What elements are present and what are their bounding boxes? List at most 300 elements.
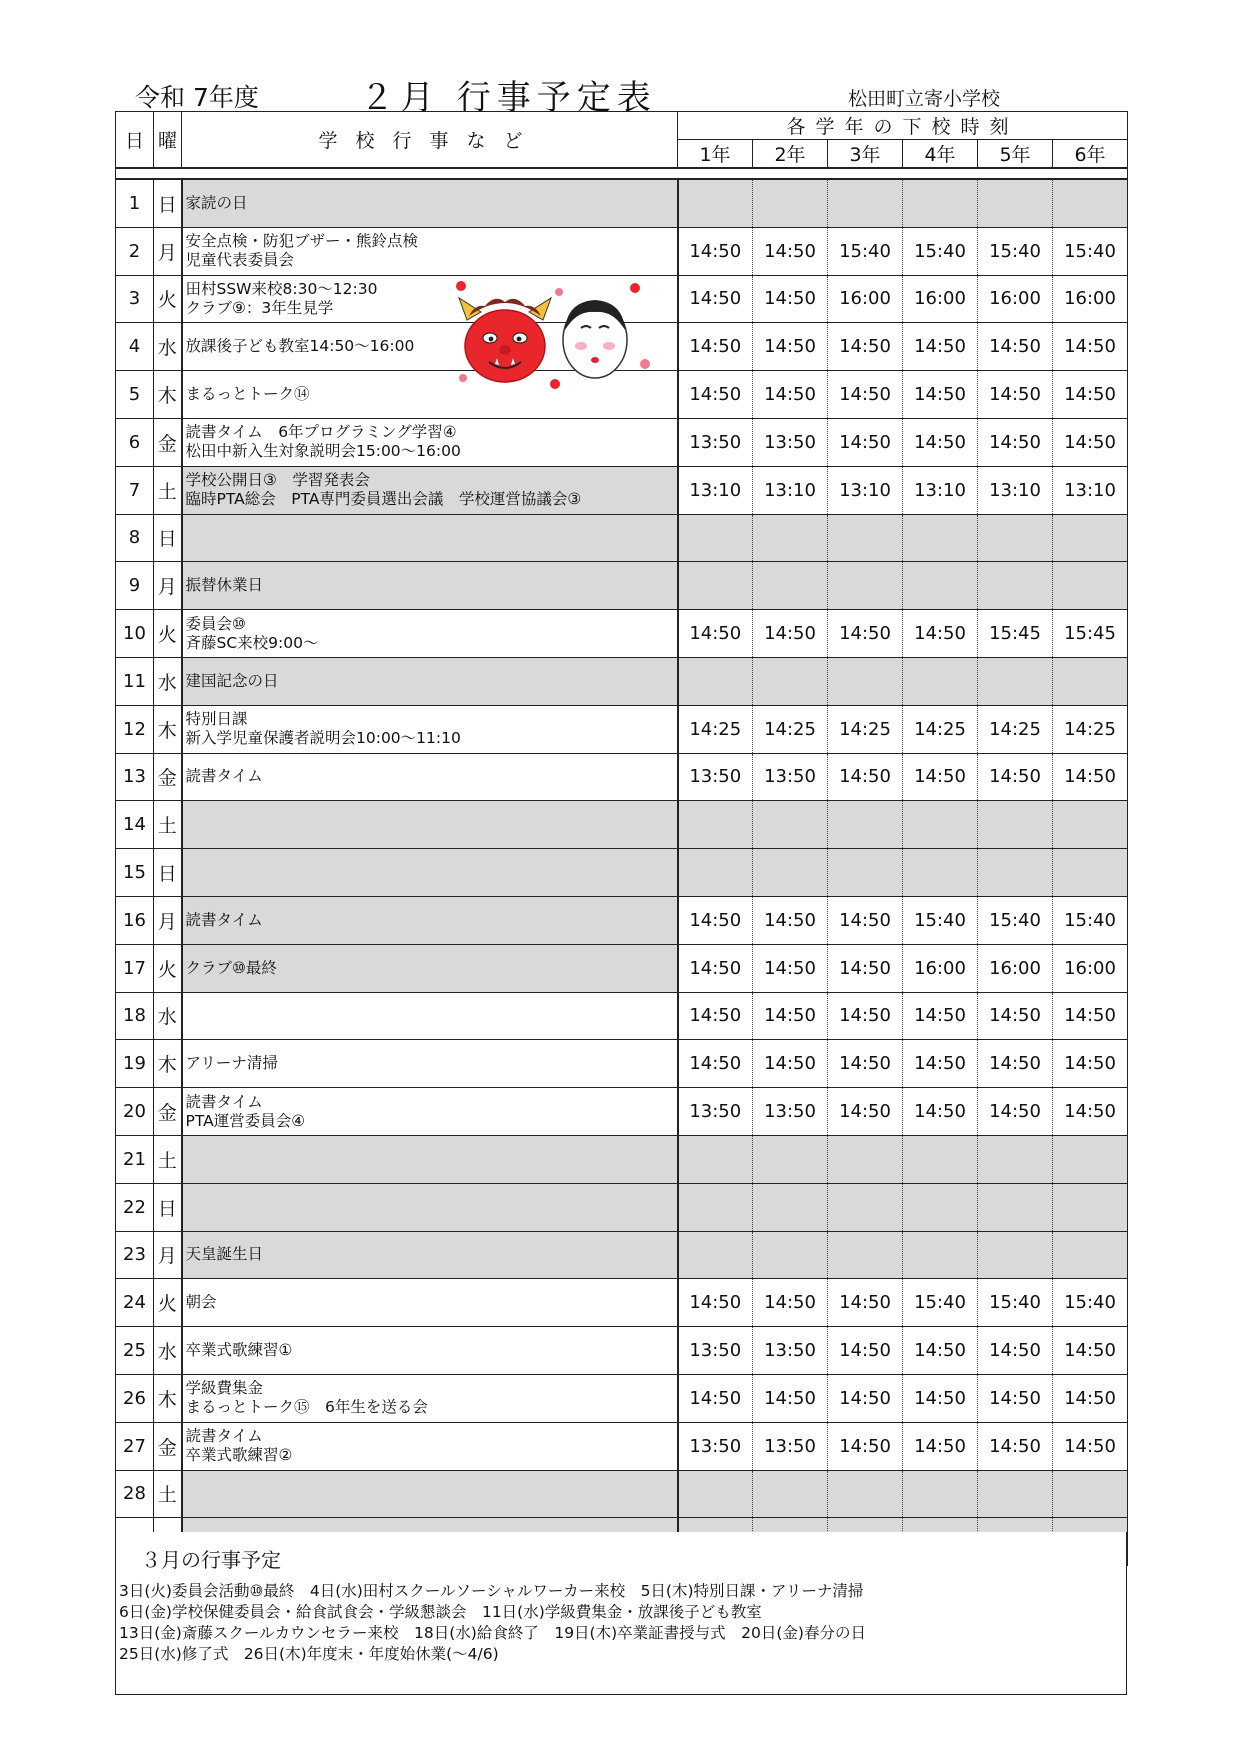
schedule-row (116, 227, 1128, 275)
event-cell (182, 610, 678, 658)
dismissal-time-grade-3: 14:50 (828, 1088, 903, 1136)
schedule-row (116, 1374, 1128, 1422)
dismissal-time-grade-4 (903, 514, 978, 562)
dismissal-time-grade-5: 14:25 (978, 705, 1053, 753)
dismissal-time-grade-1: 13:50 (678, 1327, 753, 1375)
dismissal-time-grade-4 (903, 657, 978, 705)
dismissal-time-grade-3 (828, 1183, 903, 1231)
event-cell (182, 1422, 678, 1470)
page-header (115, 70, 1125, 118)
event-text: 学校公開日③ 学習発表会 (185, 471, 370, 490)
header-day: 日 (116, 112, 154, 169)
schedule-row (116, 466, 1128, 514)
dismissal-time-grade-1 (678, 1470, 753, 1518)
dismissal-time-grade-2: 14:50 (753, 371, 828, 419)
dismissal-time-grade-5: 16:00 (978, 944, 1053, 992)
event-cell (182, 1470, 678, 1518)
event-text: 家読の日 (185, 193, 248, 212)
weekday: 月 (154, 1231, 182, 1279)
setsubun-illustration (455, 280, 655, 392)
dismissal-time-grade-6 (1053, 1231, 1128, 1279)
day-number: 18 (116, 992, 154, 1040)
schedule-row (116, 1327, 1128, 1375)
dismissal-time-grade-2: 14:50 (753, 275, 828, 323)
header-grade-3: 3年 (828, 140, 903, 169)
dismissal-time-grade-4: 14:25 (903, 705, 978, 753)
event-text: 新入学児童保護者説明会10:00～11:10 (185, 729, 461, 748)
dismissal-time-grade-4: 14:50 (903, 371, 978, 419)
event-text: まるっとトーク⑭ (185, 385, 310, 404)
dismissal-time-grade-5 (978, 1231, 1053, 1279)
schedule-row (116, 179, 1128, 227)
weekday: 火 (154, 610, 182, 658)
dismissal-time-grade-2: 13:50 (753, 753, 828, 801)
dismissal-time-grade-4: 14:50 (903, 1088, 978, 1136)
weekday: 金 (154, 418, 182, 466)
dismissal-time-grade-2: 14:50 (753, 896, 828, 944)
dismissal-time-grade-2: 14:25 (753, 705, 828, 753)
event-text: 学級費集金 (185, 1379, 264, 1398)
dismissal-time-grade-3: 14:25 (828, 705, 903, 753)
weekday: 土 (154, 801, 182, 849)
day-number: 11 (116, 657, 154, 705)
dismissal-time-grade-2 (753, 562, 828, 610)
day-number: 26 (116, 1374, 154, 1422)
dismissal-time-grade-5: 14:50 (978, 753, 1053, 801)
dismissal-time-grade-4 (903, 801, 978, 849)
header-grade-2: 2年 (753, 140, 828, 169)
dismissal-time-grade-5: 15:45 (978, 610, 1053, 658)
dismissal-time-grade-3: 14:50 (828, 753, 903, 801)
weekday: 木 (154, 371, 182, 419)
dismissal-time-grade-6 (1053, 179, 1128, 227)
event-text: PTA運営委員会④ (185, 1111, 306, 1130)
dismissal-time-grade-3: 14:50 (828, 610, 903, 658)
dismissal-time-grade-2 (753, 657, 828, 705)
dismissal-time-grade-6: 14:50 (1053, 371, 1128, 419)
dismissal-time-grade-1 (678, 801, 753, 849)
header-grade-4: 4年 (903, 140, 978, 169)
event-cell (182, 514, 678, 562)
schedule-row (116, 896, 1128, 944)
schedule-row (116, 657, 1128, 705)
event-text: 卒業式歌練習② (185, 1446, 293, 1465)
dismissal-time-grade-2 (753, 801, 828, 849)
dismissal-time-grade-5: 16:00 (978, 275, 1053, 323)
dismissal-time-grade-3 (828, 1135, 903, 1183)
event-cell (182, 705, 678, 753)
dismissal-time-grade-1: 14:50 (678, 944, 753, 992)
dismissal-time-grade-1 (678, 562, 753, 610)
dismissal-time-grade-2: 13:50 (753, 418, 828, 466)
event-text: 児童代表委員会 (185, 251, 295, 270)
day-number: 21 (116, 1135, 154, 1183)
dismissal-time-grade-5 (978, 562, 1053, 610)
event-text: クラブ⑨：3年生見学 (185, 298, 334, 317)
weekday: 月 (154, 896, 182, 944)
dismissal-time-grade-2: 14:50 (753, 944, 828, 992)
event-cell (182, 227, 678, 275)
event-text: まるっとトーク⑮ 6年生を送る会 (185, 1398, 428, 1417)
dismissal-time-grade-6 (1053, 1183, 1128, 1231)
dismissal-time-grade-6 (1053, 849, 1128, 897)
weekday: 木 (154, 705, 182, 753)
event-text: 読書タイム (185, 910, 263, 929)
dismissal-time-grade-1: 13:50 (678, 1422, 753, 1470)
event-text: 建国記念の日 (185, 671, 279, 690)
dismissal-time-grade-4 (903, 1231, 978, 1279)
dismissal-time-grade-6: 14:50 (1053, 1422, 1128, 1470)
day-number: 4 (116, 323, 154, 371)
day-number: 10 (116, 610, 154, 658)
dismissal-time-grade-5: 13:10 (978, 466, 1053, 514)
day-number: 16 (116, 896, 154, 944)
event-text: 読書タイム (185, 1092, 263, 1111)
day-number: 2 (116, 227, 154, 275)
dismissal-time-grade-6 (1053, 1470, 1128, 1518)
schedule-row (116, 1231, 1128, 1279)
schedule-row (116, 418, 1128, 466)
event-cell (182, 992, 678, 1040)
weekday: 木 (154, 1040, 182, 1088)
dismissal-time-grade-3: 14:50 (828, 1327, 903, 1375)
dismissal-time-grade-4 (903, 1470, 978, 1518)
event-cell (182, 1135, 678, 1183)
event-cell (182, 466, 678, 514)
event-cell (182, 801, 678, 849)
schedule-row (116, 562, 1128, 610)
weekday: 水 (154, 992, 182, 1040)
dismissal-time-grade-2 (753, 1470, 828, 1518)
event-text: アリーナ清掃 (185, 1054, 278, 1073)
dismissal-time-grade-5 (978, 801, 1053, 849)
dismissal-time-grade-1: 14:50 (678, 1374, 753, 1422)
dismissal-time-grade-6: 13:10 (1053, 466, 1128, 514)
event-text: 卒業式歌練習① (185, 1341, 293, 1360)
dismissal-time-grade-4: 13:10 (903, 466, 978, 514)
dismissal-time-grade-1: 14:50 (678, 610, 753, 658)
dismissal-time-grade-5: 14:50 (978, 418, 1053, 466)
day-number: 7 (116, 466, 154, 514)
dismissal-time-grade-2 (753, 514, 828, 562)
dismissal-time-grade-2 (753, 1183, 828, 1231)
day-number: 5 (116, 371, 154, 419)
dismissal-time-grade-5 (978, 1183, 1053, 1231)
dismissal-time-grade-3 (828, 1470, 903, 1518)
weekday: 日 (154, 179, 182, 227)
weekday: 土 (154, 1470, 182, 1518)
dismissal-time-grade-6: 14:50 (1053, 418, 1128, 466)
weekday: 火 (154, 944, 182, 992)
dismissal-time-grade-3 (828, 562, 903, 610)
dismissal-time-grade-5: 14:50 (978, 992, 1053, 1040)
schedule-row (116, 944, 1128, 992)
event-text: 臨時PTA総会 PTA専門委員選出会議 学校運営協議会③ (185, 490, 582, 509)
event-text: 松田中新入生対象説明会15:00～16:00 (185, 442, 461, 461)
event-cell (182, 753, 678, 801)
schedule-row (116, 1040, 1128, 1088)
weekday: 月 (154, 227, 182, 275)
schedule-row (116, 992, 1128, 1040)
dismissal-time-grade-4 (903, 562, 978, 610)
dismissal-time-grade-5 (978, 1470, 1053, 1518)
weekday: 水 (154, 323, 182, 371)
dismissal-time-grade-3: 14:50 (828, 418, 903, 466)
dismissal-time-grade-1 (678, 1231, 753, 1279)
day-number: 17 (116, 944, 154, 992)
dismissal-time-grade-3: 14:50 (828, 1374, 903, 1422)
dismissal-time-grade-3: 14:50 (828, 944, 903, 992)
dismissal-time-grade-6: 14:25 (1053, 705, 1128, 753)
dismissal-time-grade-6: 14:50 (1053, 1327, 1128, 1375)
schedule-row (116, 801, 1128, 849)
event-cell (182, 849, 678, 897)
event-cell (182, 1279, 678, 1327)
dismissal-time-grade-6: 14:50 (1053, 753, 1128, 801)
weekday: 金 (154, 1422, 182, 1470)
event-cell (182, 562, 678, 610)
dismissal-time-grade-2 (753, 179, 828, 227)
march-schedule-title: ３月の行事予定 (141, 1548, 281, 1572)
event-text: 天皇誕生日 (185, 1245, 264, 1264)
dismissal-time-grade-1 (678, 1183, 753, 1231)
dismissal-time-grade-2 (753, 1231, 828, 1279)
dismissal-time-grade-1 (678, 849, 753, 897)
dismissal-time-grade-6 (1053, 801, 1128, 849)
header-weekday: 曜 (154, 112, 182, 169)
dismissal-time-grade-4: 14:50 (903, 418, 978, 466)
dismissal-time-grade-5: 14:50 (978, 1327, 1053, 1375)
dismissal-time-grade-6: 16:00 (1053, 944, 1128, 992)
march-schedule-line: 25日(水)修了式 26日(木)年度末・年度始休業(～4/6) (119, 1645, 499, 1663)
dismissal-time-grade-3 (828, 514, 903, 562)
fiscal-year: 令和 7年度 (135, 83, 259, 112)
day-number: 1 (116, 179, 154, 227)
schedule-row (116, 1183, 1128, 1231)
dismissal-time-grade-2: 14:50 (753, 1374, 828, 1422)
page-title: ２月 行事予定表 (360, 78, 657, 118)
dismissal-time-grade-4 (903, 179, 978, 227)
event-text: 振替休業日 (185, 576, 264, 595)
march-schedule-line: 13日(金)斎藤スクールカウンセラー来校 18日(水)給食終了 19日(木)卒業証書授与式 20日(金)春分の日 (119, 1624, 866, 1642)
dismissal-time-grade-5 (978, 657, 1053, 705)
dismissal-time-grade-2: 14:50 (753, 227, 828, 275)
dismissal-time-grade-6 (1053, 514, 1128, 562)
march-schedule-line: 3日(火)委員会活動⑩最終 4日(水)田村スクールソーシャルワーカー来校 5日(木)特別日課・アリーナ清掃 (119, 1582, 864, 1600)
dismissal-time-grade-3 (828, 657, 903, 705)
dismissal-time-grade-2: 14:50 (753, 323, 828, 371)
event-text: 放課後子ども教室14:50～16:00 (185, 337, 415, 356)
day-number: 15 (116, 849, 154, 897)
dismissal-time-grade-4: 14:50 (903, 1040, 978, 1088)
dismissal-time-grade-3 (828, 801, 903, 849)
day-number: 28 (116, 1470, 154, 1518)
dismissal-time-grade-3: 14:50 (828, 992, 903, 1040)
dismissal-time-grade-2: 13:10 (753, 466, 828, 514)
header-grade-5: 5年 (978, 140, 1053, 169)
dismissal-time-grade-4: 16:00 (903, 944, 978, 992)
schedule-row (116, 849, 1128, 897)
day-number: 12 (116, 705, 154, 753)
dismissal-time-grade-4 (903, 1135, 978, 1183)
header-spacer (116, 168, 1128, 179)
dismissal-time-grade-5: 14:50 (978, 323, 1053, 371)
dismissal-time-grade-2: 14:50 (753, 610, 828, 658)
event-cell (182, 1088, 678, 1136)
dismissal-time-grade-1: 13:10 (678, 466, 753, 514)
dismissal-time-grade-3: 15:40 (828, 227, 903, 275)
dismissal-time-grade-1: 14:25 (678, 705, 753, 753)
dismissal-time-grade-4: 15:40 (903, 227, 978, 275)
dismissal-time-grade-5: 15:40 (978, 1279, 1053, 1327)
weekday: 火 (154, 1279, 182, 1327)
march-schedule-line: 6日(金)学校保健委員会・給食試食会・学級懇談会 11日(水)学級費集金・放課後子ども教室 (119, 1603, 762, 1621)
dismissal-time-grade-2 (753, 849, 828, 897)
school-name: 松田町立寄小学校 (847, 88, 1000, 110)
dismissal-time-grade-5: 14:50 (978, 371, 1053, 419)
day-number: 20 (116, 1088, 154, 1136)
dismissal-time-grade-2: 14:50 (753, 1279, 828, 1327)
event-cell (182, 1231, 678, 1279)
dismissal-time-grade-3 (828, 179, 903, 227)
dismissal-time-grade-4: 15:40 (903, 896, 978, 944)
event-text: クラブ⑩最終 (185, 958, 277, 977)
event-text: 安全点検・防犯ブザー・熊鈴点検 (185, 232, 419, 251)
dismissal-time-grade-4: 15:40 (903, 1279, 978, 1327)
weekday: 木 (154, 1374, 182, 1422)
dismissal-time-grade-1: 14:50 (678, 896, 753, 944)
weekday: 月 (154, 562, 182, 610)
day-number: 14 (116, 801, 154, 849)
dismissal-time-grade-3: 14:50 (828, 1040, 903, 1088)
day-number: 22 (116, 1183, 154, 1231)
day-number: 13 (116, 753, 154, 801)
dismissal-time-grade-2: 13:50 (753, 1327, 828, 1375)
dismissal-time-grade-5: 14:50 (978, 1040, 1053, 1088)
weekday: 金 (154, 753, 182, 801)
dismissal-time-grade-1: 14:50 (678, 371, 753, 419)
schedule-row (116, 1088, 1128, 1136)
event-cell (182, 657, 678, 705)
event-text: 朝会 (185, 1293, 217, 1312)
dismissal-time-grade-1 (678, 514, 753, 562)
dismissal-time-grade-5 (978, 514, 1053, 562)
event-text: 田村SSW来校8:30～12:30 (185, 279, 378, 298)
header-grade-1: 1年 (678, 140, 753, 169)
header-dismissal-times: 各学年の下校時刻 (678, 112, 1128, 140)
day-number: 9 (116, 562, 154, 610)
dismissal-time-grade-3: 14:50 (828, 1422, 903, 1470)
dismissal-time-grade-1: 14:50 (678, 275, 753, 323)
dismissal-time-grade-2 (753, 1135, 828, 1183)
weekday: 火 (154, 275, 182, 323)
dismissal-time-grade-4: 14:50 (903, 323, 978, 371)
day-number: 3 (116, 275, 154, 323)
dismissal-time-grade-4: 14:50 (903, 1422, 978, 1470)
dismissal-time-grade-4: 14:50 (903, 1327, 978, 1375)
dismissal-time-grade-1: 14:50 (678, 1279, 753, 1327)
dismissal-time-grade-1: 13:50 (678, 753, 753, 801)
event-text: 読書タイム 6年プログラミング学習④ (185, 423, 457, 442)
dismissal-time-grade-6: 14:50 (1053, 1040, 1128, 1088)
day-number: 23 (116, 1231, 154, 1279)
schedule-row (116, 1135, 1128, 1183)
dismissal-time-grade-1: 14:50 (678, 1040, 753, 1088)
dismissal-time-grade-5 (978, 179, 1053, 227)
dismissal-time-grade-2: 14:50 (753, 1040, 828, 1088)
event-cell (182, 1327, 678, 1375)
dismissal-time-grade-1 (678, 1135, 753, 1183)
weekday: 日 (154, 849, 182, 897)
dismissal-time-grade-3: 16:00 (828, 275, 903, 323)
event-cell (182, 1183, 678, 1231)
header-grade-6: 6年 (1053, 140, 1128, 169)
dismissal-time-grade-3 (828, 849, 903, 897)
day-number: 24 (116, 1279, 154, 1327)
dismissal-time-grade-3: 14:50 (828, 371, 903, 419)
dismissal-time-grade-6: 14:50 (1053, 323, 1128, 371)
schedule-row (116, 1279, 1128, 1327)
dismissal-time-grade-3: 14:50 (828, 896, 903, 944)
dismissal-time-grade-6: 16:00 (1053, 275, 1128, 323)
dismissal-time-grade-6: 15:40 (1053, 1279, 1128, 1327)
dismissal-time-grade-6 (1053, 657, 1128, 705)
day-number: 25 (116, 1327, 154, 1375)
red-oni-icon (459, 298, 551, 382)
dismissal-time-grade-3: 14:50 (828, 323, 903, 371)
dismissal-time-grade-4: 14:50 (903, 610, 978, 658)
event-cell (182, 418, 678, 466)
dismissal-time-grade-2: 13:50 (753, 1088, 828, 1136)
dismissal-time-grade-3: 14:50 (828, 1279, 903, 1327)
dismissal-time-grade-3 (828, 1231, 903, 1279)
dismissal-time-grade-4: 14:50 (903, 992, 978, 1040)
okame-mask-icon (563, 300, 627, 378)
weekday: 日 (154, 1183, 182, 1231)
dismissal-time-grade-5: 14:50 (978, 1088, 1053, 1136)
dismissal-time-grade-6: 14:50 (1053, 1088, 1128, 1136)
weekday: 水 (154, 657, 182, 705)
dismissal-time-grade-1: 13:50 (678, 418, 753, 466)
dismissal-time-grade-4: 14:50 (903, 1374, 978, 1422)
dismissal-time-grade-4 (903, 849, 978, 897)
dismissal-time-grade-1 (678, 657, 753, 705)
day-number: 8 (116, 514, 154, 562)
dismissal-time-grade-1: 14:50 (678, 227, 753, 275)
schedule-row (116, 1422, 1128, 1470)
dismissal-time-grade-6: 14:50 (1053, 992, 1128, 1040)
event-text: 特別日課 (185, 710, 248, 729)
dismissal-time-grade-6: 15:40 (1053, 227, 1128, 275)
event-text: 斉藤SC来校9:00～ (185, 633, 319, 652)
dismissal-time-grade-3: 13:10 (828, 466, 903, 514)
dismissal-time-grade-6: 14:50 (1053, 1374, 1128, 1422)
schedule-row (116, 753, 1128, 801)
dismissal-time-grade-2: 14:50 (753, 992, 828, 1040)
schedule-row (116, 514, 1128, 562)
day-number: 19 (116, 1040, 154, 1088)
weekday: 金 (154, 1088, 182, 1136)
dismissal-time-grade-4 (903, 1183, 978, 1231)
dismissal-time-grade-6 (1053, 1135, 1128, 1183)
dismissal-time-grade-5: 14:50 (978, 1374, 1053, 1422)
dismissal-time-grade-4: 16:00 (903, 275, 978, 323)
day-number: 6 (116, 418, 154, 466)
event-text: 読書タイム (185, 767, 263, 786)
schedule-row (116, 705, 1128, 753)
dismissal-time-grade-5 (978, 849, 1053, 897)
event-cell (182, 179, 678, 227)
